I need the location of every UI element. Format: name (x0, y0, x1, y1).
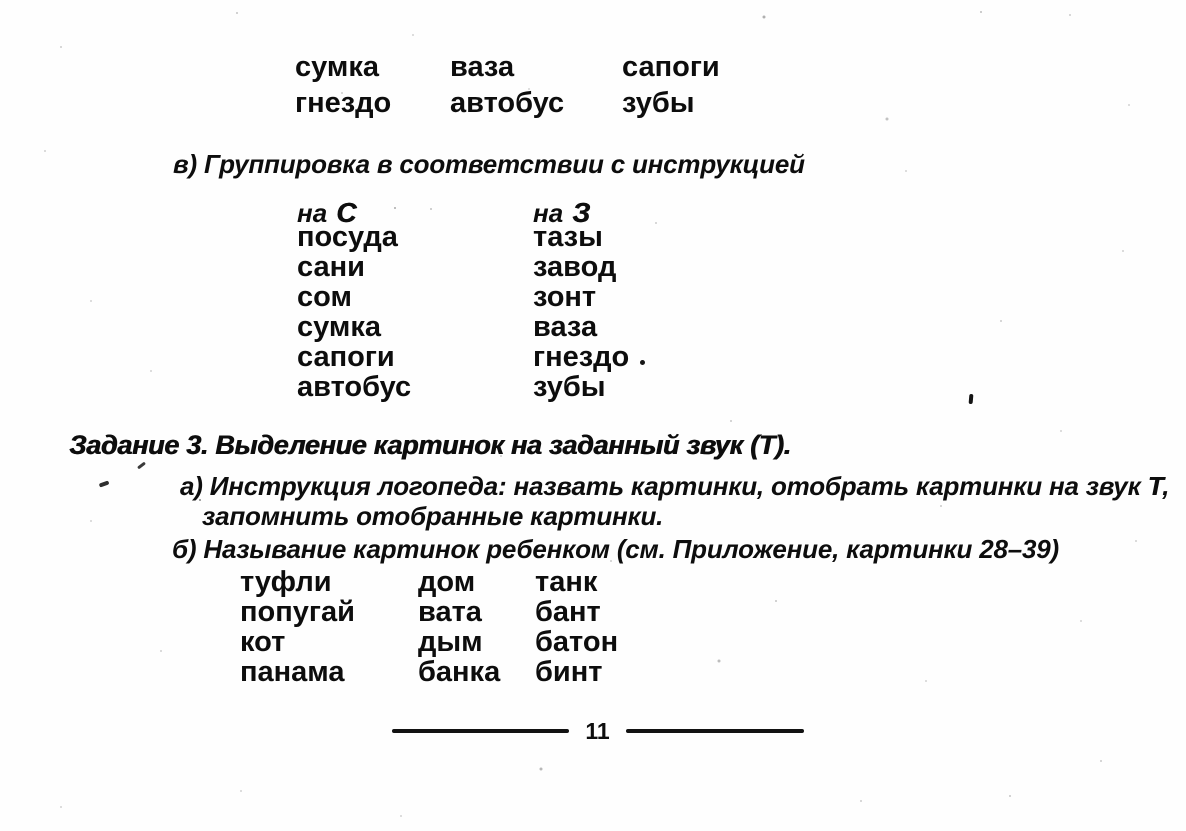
word: дом (418, 566, 476, 598)
instruction-text: а) Инструкция логопеда: назвать картинки, отобрать картинки на звук (180, 471, 1148, 501)
scan-artifact-tick (137, 462, 146, 470)
word: батон (535, 626, 619, 658)
word: тазы (533, 221, 603, 253)
page-number: 11 (585, 718, 610, 744)
word: панама (240, 656, 345, 688)
word: танк (535, 566, 598, 598)
word: вата (418, 596, 482, 628)
page-footer (392, 716, 804, 746)
footer-rule-left (392, 729, 569, 733)
scan-noise (0, 0, 2, 2)
word: сапоги (622, 51, 720, 83)
group-header-prefix: на (533, 198, 564, 228)
word: сом (297, 281, 352, 313)
task3-item-a-line2: запомнить отобранные картинки. (202, 501, 664, 531)
top-word-list (295, 52, 720, 124)
word: сумка (295, 51, 379, 83)
word: попугай (240, 596, 355, 628)
task3-item-b: б) Называние картинок ребенком (см. Приложение, картинки 28–39) (172, 534, 1059, 564)
word: ваза (450, 51, 515, 83)
target-sound-letter: Т (1147, 471, 1163, 501)
word: сани (297, 251, 365, 283)
word: дым (418, 626, 483, 658)
word: зонт (533, 281, 597, 313)
word: бинт (535, 656, 603, 688)
group-header-prefix: на (297, 198, 328, 228)
task3-heading: Задание 3. Выделение картинок на заданный звук (Т). (69, 430, 791, 460)
scan-artifact-dash (99, 480, 110, 487)
picture-word-grid (240, 567, 618, 687)
word: автобус (297, 371, 412, 403)
word: сумка (297, 311, 381, 343)
grouping-heading: в) Группировка в соответствии с инструкцией (173, 149, 805, 179)
word: завод (533, 251, 617, 283)
word: кот (240, 626, 286, 658)
instruction-text: , (1162, 471, 1170, 501)
group-header-s (297, 197, 533, 228)
word: бант (535, 596, 601, 628)
word: гнездо (533, 341, 630, 373)
word: гнездо (295, 87, 392, 119)
word: сапоги (297, 341, 395, 373)
scan-artifact-comma (969, 394, 974, 404)
word: банка (418, 656, 501, 688)
group-column-s (297, 197, 533, 402)
word: автобус (450, 87, 565, 119)
group-column-z (533, 197, 769, 402)
word: зубы (533, 371, 606, 403)
word: туфли (240, 566, 332, 598)
word: зубы (622, 87, 695, 119)
group-header-letter: З (572, 197, 591, 228)
footer-rule-right (626, 729, 804, 733)
word: ваза (533, 311, 598, 343)
group-header-z (533, 197, 769, 228)
grouping-columns (297, 197, 769, 402)
task3-item-a-line1 (180, 471, 1169, 501)
word: посуда (297, 221, 398, 253)
group-header-letter: С (336, 197, 357, 228)
task3-item-a (180, 471, 1169, 531)
